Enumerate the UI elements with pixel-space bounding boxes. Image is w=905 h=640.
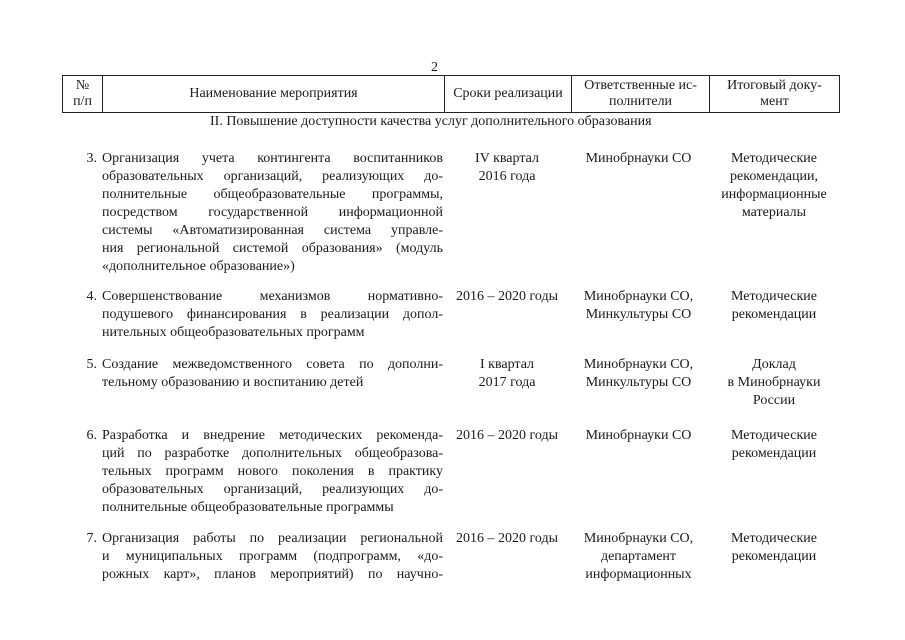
header-num-line: п/п <box>73 94 92 109</box>
row-document-line: материалы <box>741 205 807 220</box>
row-name <box>102 427 443 517</box>
row-name-line: тельных программ нового поколения в практику <box>102 464 443 479</box>
row-name-line: Совершенствование механизмов нормативно- <box>102 289 443 304</box>
row-term-line: 2016 – 2020 годы <box>455 531 559 546</box>
row-responsible <box>571 356 706 392</box>
row-document-line: Доклад <box>752 357 796 372</box>
row-document-line: России <box>752 393 796 408</box>
row-document-line: Методические <box>731 289 817 304</box>
header-document <box>710 76 840 113</box>
row-number: 5. <box>86 357 97 372</box>
row-number: 7. <box>86 531 97 546</box>
header-responsible-line: полнители <box>608 94 673 109</box>
row-responsible-line: Минкультуры СО <box>585 375 692 390</box>
row-responsible-line: Минобрнауки СО <box>585 428 692 443</box>
row-responsible-line: Минобрнауки СО <box>585 151 692 166</box>
row-name-line: рожных карт», планов мероприятий) по научно- <box>102 567 443 582</box>
row-term-line: 2017 года <box>478 375 536 390</box>
row-term-line: 2016 – 2020 годы <box>455 428 559 443</box>
row-document-line: рекомендации <box>731 307 817 322</box>
row-name-line: Организация работы по реализации региональной <box>102 531 443 546</box>
row-responsible <box>571 288 706 324</box>
row-name-line: Создание межведомственного совета по дополни- <box>102 357 443 372</box>
header-num-line: № <box>75 78 90 93</box>
row-term-line: 2016 – 2020 годы <box>455 289 559 304</box>
row-responsible <box>571 530 706 584</box>
row-name-line: подушевого финансирования в реализации допол- <box>102 307 443 322</box>
row-name <box>102 150 443 276</box>
row-term <box>445 150 569 186</box>
section-title: II. Повышение доступности качества услуг дополнительного образования <box>210 114 652 129</box>
row-document <box>709 150 839 222</box>
header-responsible-line: Ответственные ис- <box>584 78 697 93</box>
table-header <box>62 75 840 113</box>
row-document-line: Методические <box>731 531 817 546</box>
row-document-line: рекомендации <box>731 549 817 564</box>
header-document-line: Итоговый доку- <box>727 78 822 93</box>
row-responsible <box>571 427 706 445</box>
row-document-line: Методические <box>731 151 817 166</box>
row-number: 4. <box>86 289 97 304</box>
row-number: 6. <box>86 428 97 443</box>
row-document <box>709 530 839 566</box>
row-name-line: «дополнительное образование») <box>102 259 295 274</box>
row-name-line: ния региональной системой образования» (модуль <box>102 241 443 256</box>
row-responsible-line: Минобрнауки СО, <box>583 531 694 546</box>
row-document-line: Методические <box>731 428 817 443</box>
row-term-line: 2016 года <box>478 169 536 184</box>
header-term: Сроки реализации <box>445 76 572 113</box>
row-name <box>102 288 443 342</box>
row-name-line: образовательных организаций, реализующих до- <box>102 169 443 184</box>
row-responsible <box>571 150 706 168</box>
header-num <box>63 76 103 113</box>
row-term-line: IV квартал <box>475 151 539 166</box>
row-document <box>709 288 839 324</box>
row-name-line: полнительные общеобразовательные программы <box>102 500 394 515</box>
row-responsible-line: департамент <box>600 549 677 564</box>
row-term <box>445 530 569 548</box>
row-name <box>102 356 443 392</box>
row-name-line: тельному образованию и воспитанию детей <box>102 375 364 390</box>
row-number: 3. <box>86 151 97 166</box>
row-document <box>709 356 839 410</box>
row-document-line: в Минобрнауки <box>727 375 821 390</box>
row-name-line: нительных общеобразовательных программ <box>102 325 365 340</box>
row-term-line: I квартал <box>479 357 535 372</box>
row-responsible-line: информационных <box>585 567 692 582</box>
row-document-line: рекомендации <box>731 446 817 461</box>
row-name-line: образовательных организаций, реализующих до- <box>102 482 443 497</box>
row-name-line: и муниципальных программ (подпрограмм, «до- <box>102 549 443 564</box>
header-responsible <box>572 76 710 113</box>
row-name-line: посредством государственной информационной <box>102 205 443 220</box>
header-document-line: мент <box>760 94 789 109</box>
row-responsible-line: Минобрнауки СО, <box>583 357 694 372</box>
row-document-line: информационные <box>721 187 827 202</box>
row-name-line: полнительные общеобразовательные программы, <box>102 187 443 202</box>
row-responsible-line: Минкультуры СО <box>585 307 692 322</box>
row-document <box>709 427 839 463</box>
row-term <box>445 356 569 392</box>
row-name-line: Разработка и внедрение методических рекоменда- <box>102 428 443 443</box>
row-term <box>445 288 569 306</box>
row-name-line: Организация учета контингента воспитанников <box>102 151 443 166</box>
header-name: Наименование мероприятия <box>103 76 445 113</box>
row-name-line: ций по разработке дополнительных общеобразова- <box>102 446 443 461</box>
page-number: 2 <box>431 60 438 75</box>
row-name <box>102 530 443 584</box>
row-name-line: системы «Автоматизированная система управле- <box>102 223 443 238</box>
row-responsible-line: Минобрнауки СО, <box>583 289 694 304</box>
row-document-line: рекомендации, <box>730 169 818 184</box>
row-term <box>445 427 569 445</box>
